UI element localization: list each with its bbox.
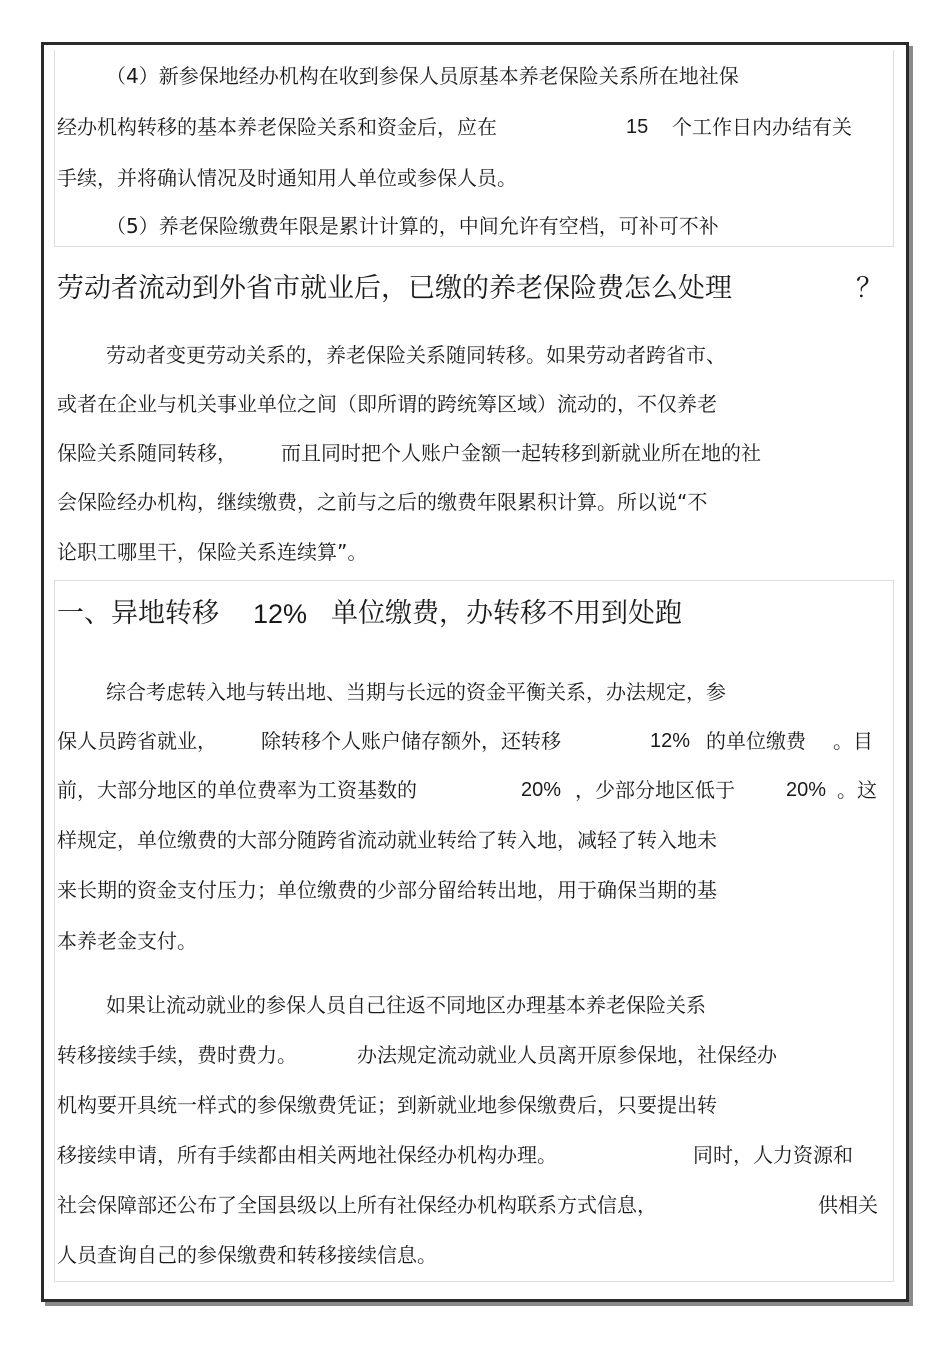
paragraph-line: 除转移个人账户储存额外，还转移 <box>261 729 561 753</box>
paragraph-line: 会保险经办机构，继续缴费，之前与之后的缴费年限累积计算。所以说“不 <box>57 490 708 514</box>
paragraph-line: 。这 <box>837 778 877 802</box>
paragraph-line: 机构要开具统一样式的参保缴费凭证；到新就业地参保缴费后，只要提出转 <box>57 1093 717 1117</box>
paragraph-line: 而且同时把个人账户金额一起转移到新就业所在地的社 <box>281 441 761 465</box>
number-text: 15 <box>626 116 649 138</box>
paragraph-line: 。目 <box>833 729 873 753</box>
paragraph-line: 移接续申请，所有手续都由相关两地社保经办机构办理。 <box>57 1143 557 1167</box>
paragraph-line: 论职工哪里干，保险关系连续算”。 <box>57 540 368 564</box>
number-text: 12% <box>650 730 691 752</box>
paragraph-line: 社会保障部还公布了全国县级以上所有社保经办机构联系方式信息， <box>57 1193 657 1217</box>
paragraph-line: 转移接续手续，费时费力。 <box>57 1043 297 1067</box>
paragraph-line: 或者在企业与机关事业单位之间（即所谓的跨统筹区域）流动的，不仅养老 <box>57 392 717 416</box>
paragraph-line: 本养老金支付。 <box>57 929 197 953</box>
paragraph-line: 手续，并将确认情况及时通知用人单位或参保人员。 <box>57 166 517 190</box>
paragraph-line: 人员查询自己的参保缴费和转移接续信息。 <box>57 1243 437 1267</box>
paragraph-line: 前，大部分地区的单位费率为工资基数的 <box>57 778 417 802</box>
section-heading-number: 12% <box>253 599 308 629</box>
paragraph-line: 同时，人力资源和 <box>693 1143 853 1167</box>
paragraph-line: 供相关 <box>818 1193 878 1217</box>
section-heading: 单位缴费，办转移不用到处跑 <box>331 598 682 629</box>
paragraph-line: 经办机构转移的基本养老保险关系和资金后，应在 <box>57 115 497 139</box>
number-text: 20% <box>521 779 562 801</box>
paragraph-line: 如果让流动就业的参保人员自己往返不同地区办理基本养老保险关系 <box>106 993 706 1017</box>
paragraph-line: 保险关系随同转移， <box>57 441 237 465</box>
section-heading: 一、异地转移 <box>57 598 219 629</box>
paragraph-line: 办法规定流动就业人员离开原参保地，社保经办 <box>357 1043 777 1067</box>
number-text: 20% <box>786 779 827 801</box>
paragraph-line: （5）养老保险缴费年限是累计计算的，中间允许有空档，可补可不补 <box>106 214 719 238</box>
question-heading: 劳动者流动到外省市就业后，已缴的养老保险费怎么处理 <box>57 273 732 304</box>
paragraph-line: 劳动者变更劳动关系的，养老保险关系随同转移。如果劳动者跨省市、 <box>106 343 726 367</box>
paragraph-line: （4）新参保地经办机构在收到参保人员原基本养老保险关系所在地社保 <box>106 64 739 88</box>
paragraph-line: 来长期的资金支付压力；单位缴费的少部分留给转出地，用于确保当期的基 <box>57 878 717 902</box>
paragraph-line: 个工作日内办结有关 <box>672 115 852 139</box>
paragraph-line: ，少部分地区低于 <box>575 778 735 802</box>
paragraph-line: 综合考虑转入地与转出地、当期与长远的资金平衡关系，办法规定，参 <box>106 680 726 704</box>
question-mark: ？ <box>856 273 883 304</box>
paragraph-line: 的单位缴费 <box>706 729 806 753</box>
paragraph-line: 保人员跨省就业， <box>57 729 217 753</box>
paragraph-line: 样规定，单位缴费的大部分随跨省流动就业转给了转入地，减轻了转入地未 <box>57 828 717 852</box>
